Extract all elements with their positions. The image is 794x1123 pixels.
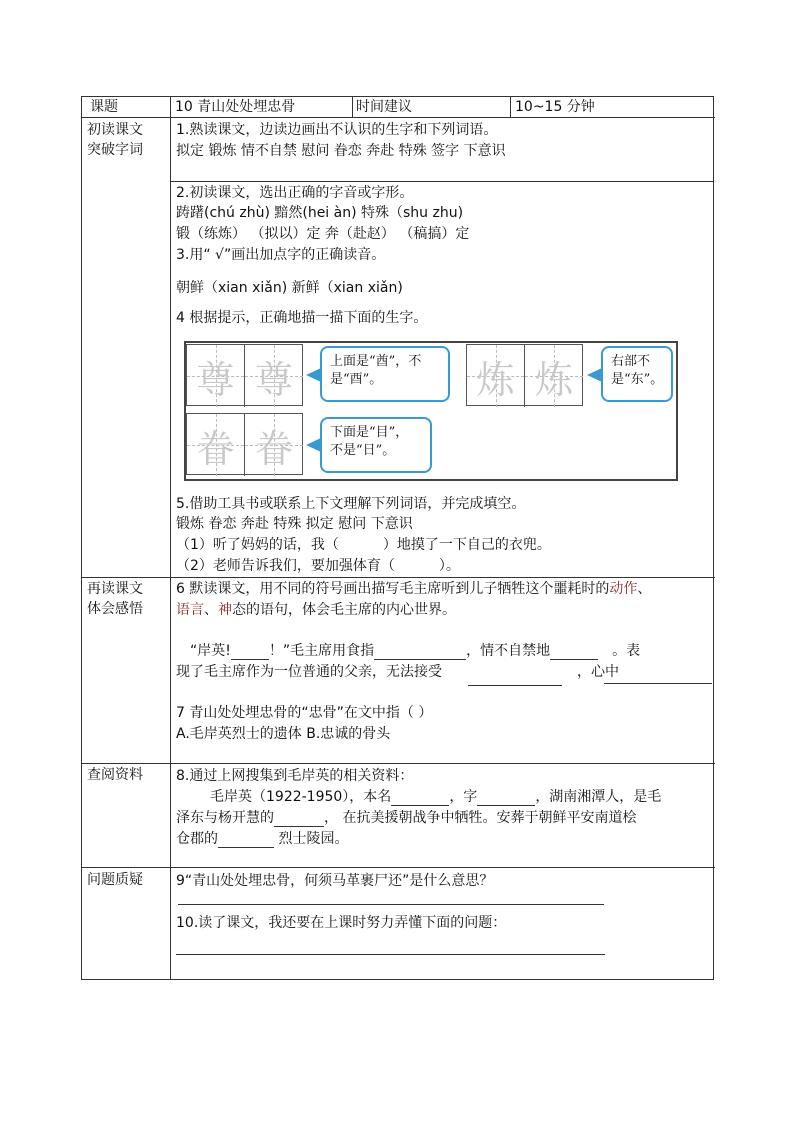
- q6-fill-c: ，情不自禁地: [466, 643, 551, 659]
- grid-cell: [245, 414, 303, 476]
- tip1-line1: 上面是“酋”，不: [330, 354, 422, 369]
- tip3-line2: 不是“日”。: [330, 443, 396, 458]
- q6-sep: 、: [204, 602, 218, 618]
- q5-sentence1: [176, 536, 551, 554]
- q8-l3-b: 烈士陵园。: [274, 831, 349, 847]
- section1-label-line2: 突破字词: [87, 142, 143, 158]
- bubble-tail: [306, 438, 321, 452]
- section2-label-line2: 体会感悟: [87, 601, 143, 617]
- header-topic-label: 课题: [90, 99, 118, 115]
- tracing-grid-2: [466, 344, 583, 406]
- tip-bubble-1: [320, 346, 450, 402]
- q10-answer-line[interactable]: [176, 954, 605, 955]
- tracing-char: 眷: [196, 426, 235, 471]
- q6-blank-4[interactable]: [468, 685, 562, 686]
- grid-cell: [187, 345, 245, 407]
- col-divider: [352, 97, 353, 117]
- q8-blank-name[interactable]: [391, 791, 449, 806]
- q5-s2-end: ）。: [438, 558, 460, 574]
- q8-l1-a: 毛岸英（1922-1950），本名: [210, 789, 392, 805]
- section1-label-line1: 初读课文: [87, 122, 143, 138]
- q8-l1-b: ，字: [449, 789, 478, 805]
- q5-s1-blank[interactable]: [339, 540, 383, 554]
- tracing-char: 眷: [254, 426, 293, 471]
- q10-prompt: 10.读了课文，我还要在上课时努力弄懂下面的问题：: [176, 915, 507, 931]
- q6-fill-a: “岸英!: [190, 643, 231, 659]
- q5-sentence2: [176, 557, 460, 575]
- inner-divider: [171, 181, 714, 182]
- q6-keyword-expression: 神: [218, 602, 232, 618]
- q1-words: 拟定 锻炼 情不自禁 慰问 眷恋 奔赴 特殊 签字 下意识: [176, 143, 506, 159]
- q6-text-a: 6 默读课文，用不同的符号画出描写毛主席听到儿子牺牲这个噩耗时的: [176, 581, 610, 597]
- section3-label: 查阅资料: [87, 767, 143, 783]
- q6-fill-d: 。表: [612, 643, 641, 659]
- bubble-tail: [587, 368, 602, 382]
- q6-text-b: 态的语句，体会毛主席的内心世界。: [232, 602, 456, 618]
- q8-l2-b: ， 在抗美援朝战争中牺牲。安葬于朝鲜平安南道桧: [324, 810, 637, 826]
- q8-blank-cemetery[interactable]: [218, 833, 274, 848]
- q9-answer-line[interactable]: [178, 904, 604, 905]
- q4-prompt: 4 根据提示，正确地描一描下面的生字。: [176, 310, 428, 326]
- q7-options: A.毛岸英烈士的遗体 B.忠诚的骨头: [176, 726, 391, 742]
- section4-label: 问题质疑: [87, 872, 143, 888]
- q8-line2: [176, 809, 636, 827]
- q6-fill-line1: [190, 642, 640, 660]
- tracing-char: 炼: [476, 357, 515, 402]
- grid-cell: [187, 414, 245, 476]
- q5-s2-start: （2）老师告诉我们，要加强体育（: [176, 558, 395, 574]
- q2-line2: 锻（练炼） （拟以）定 奔（赴赵） （稿搞）定: [176, 226, 470, 242]
- q5-s2-blank[interactable]: [395, 561, 439, 575]
- q8-blank-relation[interactable]: [274, 812, 324, 827]
- tip2-line2: 是“东”。: [611, 372, 664, 387]
- q6-blank-3[interactable]: [550, 645, 598, 660]
- q6-fill-b: ！”毛主席用食指: [268, 643, 375, 659]
- tip-bubble-2: [601, 346, 673, 402]
- grid-cell: [467, 345, 525, 407]
- q6-sep: 、: [637, 581, 652, 597]
- q5-s1-start: （1）听了妈妈的话，我（: [176, 537, 339, 553]
- q5-prompt: 5.借助工具书或联系上下文理解下列词语，并完成填空。: [176, 496, 526, 512]
- tracing-char: 尊: [196, 357, 235, 402]
- grid-cell: [245, 345, 303, 407]
- tip-bubble-3: [320, 417, 432, 473]
- tip2-line1: 右部不: [611, 354, 651, 369]
- tracing-char: 炼: [534, 357, 573, 402]
- tip1-line2: 是“酉”。: [330, 372, 383, 387]
- row-divider: [82, 577, 715, 578]
- row-divider: [82, 867, 715, 868]
- q6-keyword-language: 语言: [176, 602, 204, 618]
- q8-l3-a: 仓郡的: [176, 831, 218, 847]
- tracing-char: 尊: [254, 357, 293, 402]
- section2-label-line1: 再读课文: [87, 581, 143, 597]
- q8-blank-courtesy-name[interactable]: [477, 791, 535, 806]
- q5-words: 锻炼 眷恋 奔赴 特殊 拟定 慰问 下意识: [176, 516, 413, 532]
- q6-blank-2[interactable]: [374, 645, 466, 660]
- col-divider: [170, 97, 171, 979]
- q2-line1: 踌躇(chú zhù) 黯然(hei àn) 特殊（shu zhu): [176, 205, 464, 221]
- grid-cell: [525, 345, 583, 407]
- q5-s1-end: ）地摸了一下自己的衣兜。: [382, 537, 551, 553]
- tracing-grid-1: [186, 344, 303, 406]
- q6-prompt-line2: [176, 601, 456, 619]
- q6-blank-5[interactable]: [604, 683, 712, 684]
- tracing-grid-3: [186, 413, 303, 475]
- header-time-label: 时间建议: [356, 99, 412, 115]
- q8-prompt: 8.通过上网搜集到毛岸英的相关资料：: [176, 768, 414, 784]
- header-topic-value: 10 青山处处埋忠骨: [175, 99, 296, 115]
- q6-prompt-line1: [176, 580, 651, 598]
- tip3-line1: 下面是“目”，: [330, 425, 409, 440]
- row-divider: [82, 117, 715, 118]
- q8-l1-c: ，湖南湘潭人，是毛: [535, 789, 662, 805]
- q3-line: 朝鲜（xian xiǎn) 新鲜（xian xiǎn): [176, 280, 403, 296]
- q1-prompt: 1.熟读课文，边读边画出不认识的生字和下列词语。: [176, 122, 498, 138]
- q6-keyword-action: 动作: [609, 581, 638, 597]
- q3-prompt: 3.用“ √”画出加点字的正确读音。: [176, 247, 386, 263]
- q6-blank-1[interactable]: [231, 645, 269, 660]
- q8-line1: [210, 788, 661, 806]
- q6-fill-e: 现了毛主席作为一位普通的父亲，无法接受: [176, 664, 442, 680]
- header-time-value: 10~15 分钟: [515, 99, 595, 115]
- q7-prompt: 7 青山处处埋忠骨的“忠骨”在文中指（ ）: [176, 705, 433, 721]
- q2-prompt: 2.初读课文，选出正确的字音或字形。: [176, 185, 414, 201]
- q6-fill-line2: [176, 663, 442, 681]
- bubble-tail: [306, 368, 321, 382]
- row-divider: [82, 763, 715, 764]
- q9-prompt: 9“青山处处埋忠骨，何须马革裹尸还”是什么意思？: [176, 873, 494, 889]
- q8-l2-a: 泽东与杨开慧的: [176, 810, 274, 826]
- col-divider: [510, 97, 511, 117]
- q6-fill-f: ，心中: [577, 664, 619, 680]
- q8-line3: [176, 830, 348, 848]
